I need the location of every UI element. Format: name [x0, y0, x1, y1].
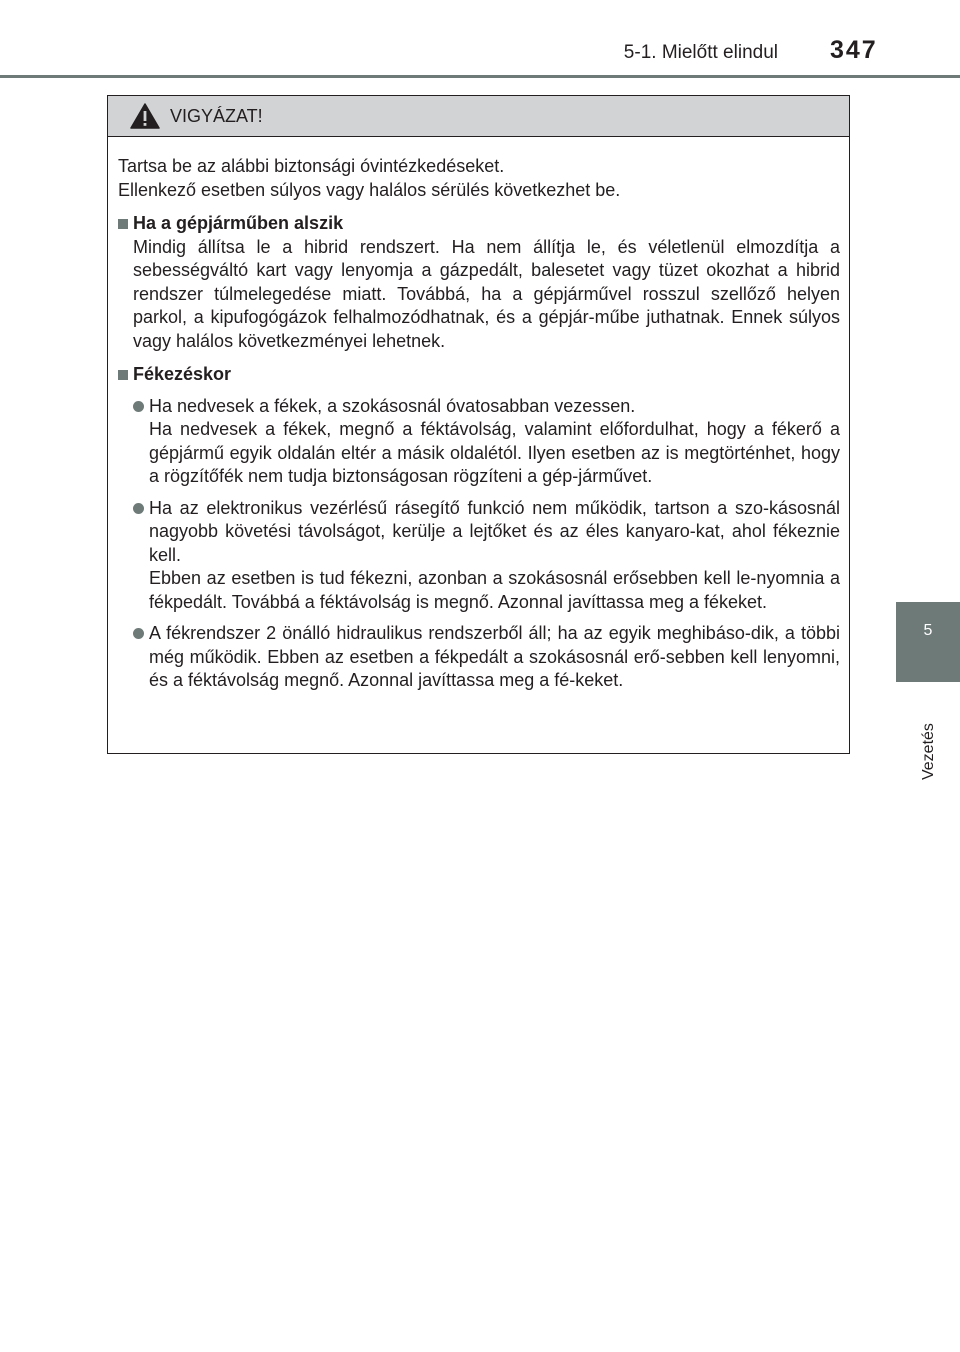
list-item: [118, 497, 840, 615]
list-item: [118, 395, 840, 489]
round-bullet-icon: [133, 628, 144, 639]
warning-intro: [118, 155, 840, 202]
list-item-text: [149, 622, 840, 693]
round-bullet-icon: [133, 401, 144, 412]
chapter-number: 5: [923, 622, 933, 639]
section-sleeping: [118, 212, 840, 353]
chapter-label: Vezetés: [920, 723, 937, 780]
header-divider: [0, 75, 960, 78]
square-bullet-icon: [118, 370, 128, 380]
section-heading-text: Ha a gépjárműben alszik: [133, 213, 344, 233]
paragraph: Ha nedvesek a fékek, megnő a féktávolság, valamint előfordulhat, hogy a fékerő a gépjármű egyik oldalán eltér a másik oldalétól. Ilyen esetben az is megtörténhet, hogy a rögzítőfék nem tudja biztonságosan rögzíteni a gép-járművet.: [149, 419, 840, 486]
intro-line: Ellenkező esetben súlyos vagy halálos sérülés következhet be.: [118, 179, 621, 200]
section-heading-text: Fékezéskor: [133, 364, 232, 384]
page-number: 347: [830, 36, 878, 64]
section-heading: [118, 363, 840, 387]
round-bullet-icon: [133, 503, 144, 514]
list-item-text: [149, 497, 840, 615]
section-heading: [118, 212, 840, 236]
warning-box: [107, 95, 850, 754]
section-text: Mindig állítsa le a hibrid rendszert. Ha nem állítja le, és véletlenül elmozdítja a sebességváltó kart vagy lenyomja a gázpedált, balesetet vagy tüzet okozhat a hibrid rendszer túlmelegedése miatt. Továbbá, ha a gépjárművel rosszul szellőző helyen parkol, a kipufogógázok felhalmozódhatnak, és a gépjár-műbe juthatnak. Ennek súlyos vagy halálos következményei lehetnek.: [133, 236, 840, 351]
chapter-tab[interactable]: [896, 602, 960, 682]
square-bullet-icon: [118, 219, 128, 229]
section-title: 5-1. Mielőtt elindul: [623, 42, 778, 63]
paragraph: Ha nedvesek a fékek, a szokásosnál óvatosabban vezessen.: [149, 395, 636, 416]
warning-header: [108, 96, 849, 137]
warning-triangle-icon: [130, 103, 160, 129]
warning-body: [108, 137, 849, 693]
intro-line: Tartsa be az alábbi biztonsági óvintézkedéseket.: [118, 156, 505, 176]
list-item-text: [149, 395, 840, 489]
paragraph: Ha az elektronikus vezérlésű rásegítő funkció nem működik, tartson a szo-kásosnál nagyobb követési távolságot, kerülje a lejtőket és az éles kanyaro-kat, ahol fékeznie kell.: [149, 497, 840, 565]
section-braking: [118, 363, 840, 693]
list-item: [118, 622, 840, 693]
paragraph: A fékrendszer 2 önálló hidraulikus rendszerből áll; ha az egyik meghibáso-dik, a többi még működik. Ebben az esetben a fékpedált a szokásosnál erő-sebben kell lenyomni, és a féktávolság megnő. Azonnal javíttassa meg a fé-keket.: [149, 623, 840, 690]
warning-title: VIGYÁZAT!: [170, 105, 263, 126]
paragraph: Ebben az esetben is tud fékezni, azonban a szokásosnál erősebben kell le-nyomnia a fékpedált. Továbbá a féktávolság is megnő. Azonnal javíttassa meg a fékeket.: [149, 568, 840, 612]
